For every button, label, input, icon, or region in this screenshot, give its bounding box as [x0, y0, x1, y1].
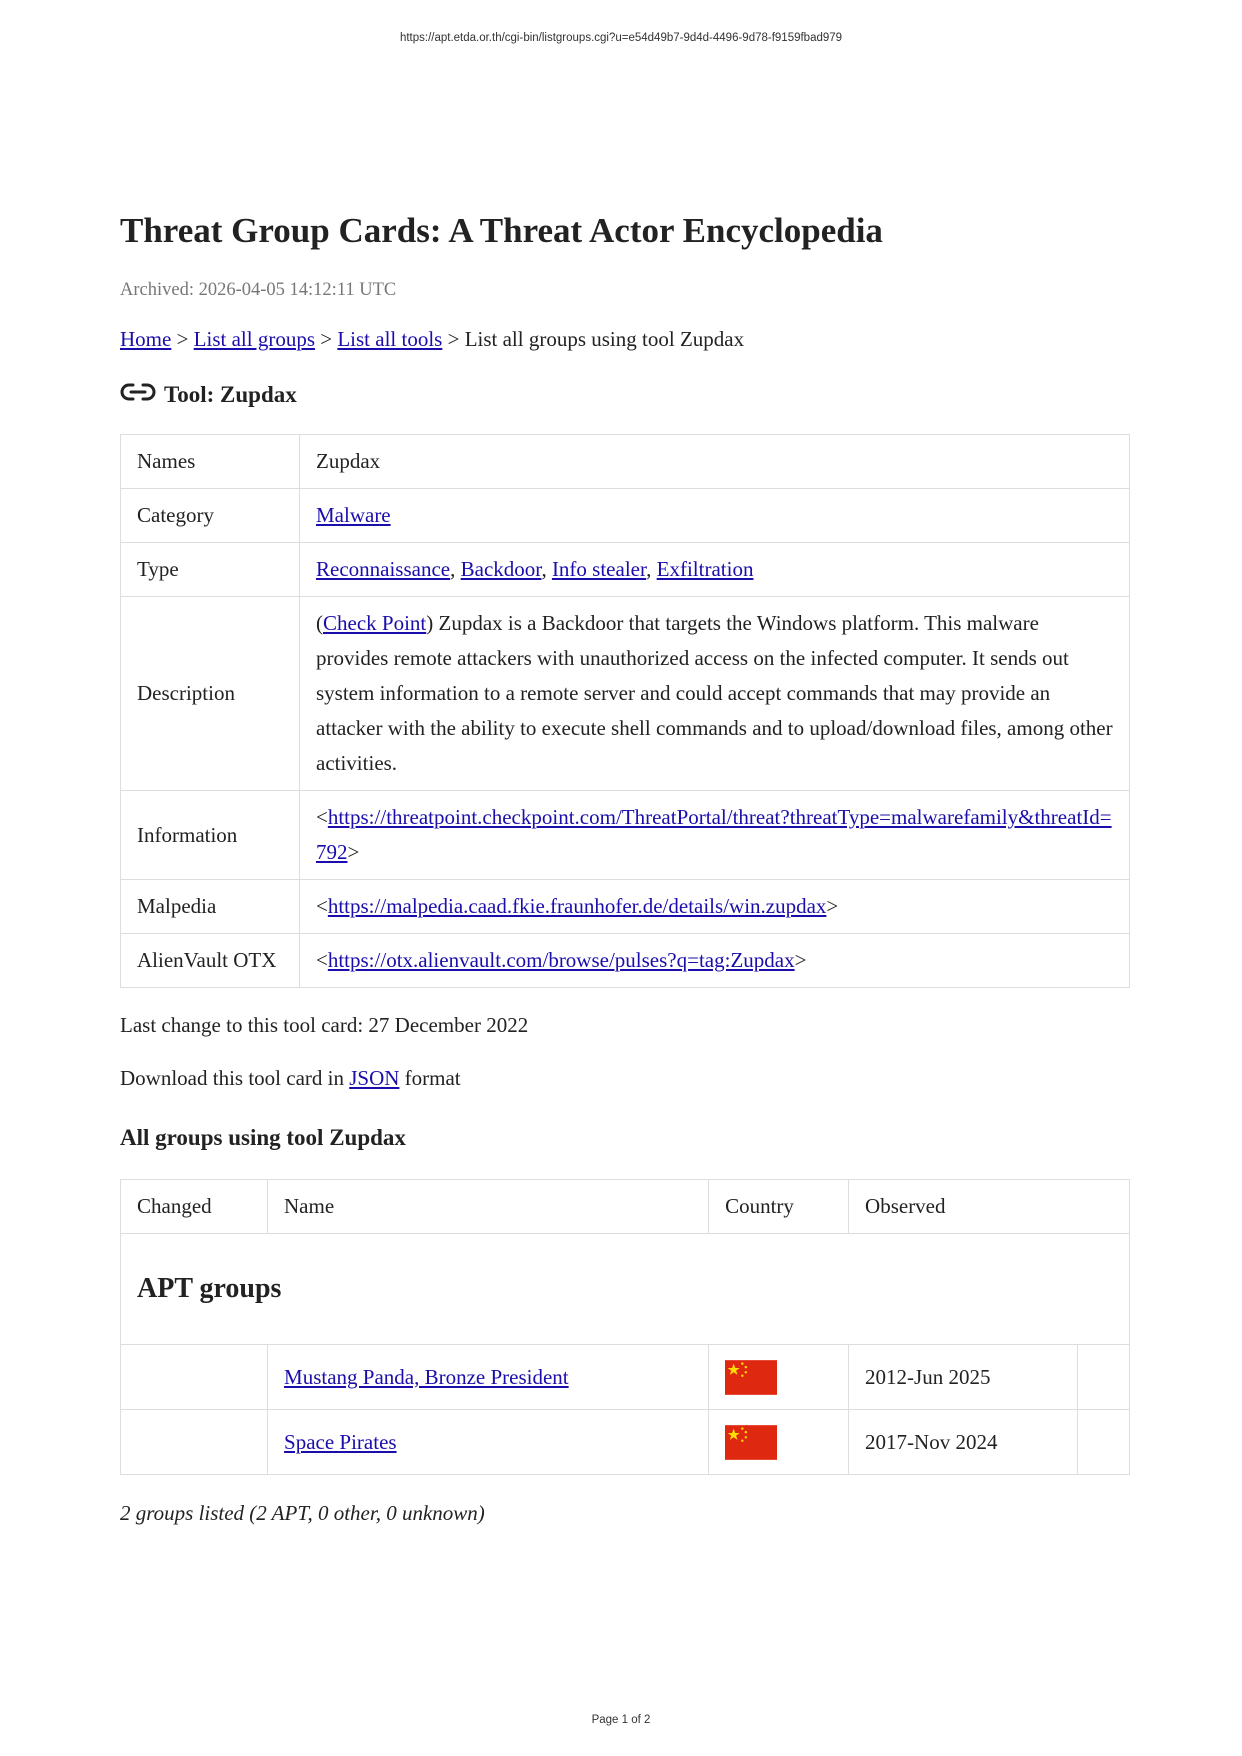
groups-table — [120, 1179, 1130, 1475]
type-separator: , — [450, 557, 461, 581]
angle-open: < — [316, 894, 328, 918]
country-cell — [709, 1410, 849, 1475]
last-change-text: Last change to this tool card: 27 December 2022 — [120, 1013, 529, 1037]
page-title: Threat Group Cards: A Threat Actor Encyclopedia — [120, 211, 883, 250]
description-label: Description — [121, 597, 300, 791]
table-row — [121, 597, 1130, 791]
print-url-header: https://apt.etda.or.th/cgi-bin/listgroups.cgi?u=e54d49b7-9d4d-4496-9d78-f9159fbad979 — [399, 32, 843, 44]
column-header-observed: Observed — [849, 1180, 1130, 1234]
table-row — [121, 1410, 1130, 1475]
paren-close: ) — [426, 611, 434, 635]
table-row — [121, 791, 1130, 880]
malpedia-value — [300, 880, 1130, 934]
archived-timestamp: Archived: 2026-04-05 14:12:11 UTC — [120, 280, 397, 300]
angle-close: > — [826, 894, 839, 918]
group-link-space-pirates[interactable]: Space Pirates — [284, 1429, 397, 1454]
type-link-info-stealer[interactable]: Info stealer — [551, 557, 647, 581]
malpedia-link[interactable]: https://malpedia.caad.fkie.fraunhofer.de/details/win.zupdax — [327, 894, 827, 918]
breadcrumb-current: List all groups using tool Zupdax — [464, 327, 745, 351]
country-cell — [709, 1345, 849, 1410]
angle-open: < — [316, 948, 328, 972]
type-value — [300, 543, 1130, 597]
breadcrumb-tools-link[interactable]: List all tools — [337, 327, 443, 351]
table-row — [121, 435, 1130, 489]
otx-value — [300, 934, 1130, 988]
description-source-link[interactable]: Check Point — [323, 611, 427, 635]
type-link-reconnaissance[interactable]: Reconnaissance — [316, 557, 451, 581]
link-icon — [120, 382, 156, 402]
information-link[interactable]: https://threatpoint.checkpoint.com/ThreatPortal/threat?threatType=malwarefamily&threatId=792 — [316, 805, 1112, 864]
json-download-link[interactable]: JSON — [349, 1066, 400, 1090]
tool-info-table — [120, 434, 1130, 988]
angle-open: < — [316, 805, 328, 829]
breadcrumb-separator: > — [447, 327, 460, 351]
main-content — [120, 210, 1130, 1526]
section-row — [121, 1234, 1130, 1345]
breadcrumb — [120, 327, 1130, 352]
column-header-changed: Changed — [121, 1180, 268, 1234]
description-value — [300, 597, 1130, 791]
breadcrumb-separator: > — [176, 327, 189, 351]
otx-label: AlienVault OTX — [121, 934, 300, 988]
name-cell — [268, 1410, 709, 1475]
groups-summary: 2 groups listed (2 APT, 0 other, 0 unknown) — [120, 1501, 485, 1525]
empty-cell — [1077, 1345, 1129, 1410]
observed-cell: 2012-Jun 2025 — [849, 1345, 1078, 1410]
column-header-country: Country — [709, 1180, 849, 1234]
download-text — [120, 1066, 1130, 1091]
category-value — [300, 489, 1130, 543]
empty-cell — [1077, 1410, 1129, 1475]
names-value: Zupdax — [300, 435, 1130, 489]
tool-heading — [120, 382, 1130, 408]
type-separator: , — [541, 557, 552, 581]
breadcrumb-home-link[interactable]: Home — [120, 327, 172, 351]
breadcrumb-groups-link[interactable]: List all groups — [193, 327, 315, 351]
section-title: APT groups — [137, 1273, 282, 1304]
tool-heading-text: Tool: Zupdax — [164, 382, 297, 407]
changed-cell — [121, 1410, 268, 1475]
download-suffix: format — [399, 1066, 461, 1090]
table-row — [121, 543, 1130, 597]
table-header-row — [121, 1180, 1130, 1234]
type-link-backdoor[interactable]: Backdoor — [460, 557, 542, 581]
page-number-footer: Page 1 of 2 — [591, 1714, 651, 1726]
china-flag-icon — [725, 1425, 777, 1460]
category-link[interactable]: Malware — [316, 503, 391, 527]
type-label: Type — [121, 543, 300, 597]
type-separator: , — [646, 557, 657, 581]
observed-cell: 2017-Nov 2024 — [849, 1410, 1078, 1475]
table-row — [121, 1345, 1130, 1410]
group-link-mustang-panda[interactable]: Mustang Panda, Bronze President — [284, 1364, 569, 1389]
breadcrumb-separator: > — [320, 327, 333, 351]
paren-open: ( — [316, 611, 323, 635]
table-row — [121, 934, 1130, 988]
information-value — [300, 791, 1130, 880]
angle-close: > — [347, 840, 360, 864]
angle-close: > — [794, 948, 807, 972]
malpedia-label: Malpedia — [121, 880, 300, 934]
description-text: Zupdax is a Backdoor that targets the Windows platform. This malware provides remote attackers with unauthorized access on the infected computer. It sends out system information to a remote server and could accept commands that may provide an attacker with the ability to execute shell commands and to upload/download files, among other activities. — [316, 611, 1113, 775]
names-label: Names — [121, 435, 300, 489]
changed-cell — [121, 1345, 268, 1410]
china-flag-icon — [725, 1360, 777, 1395]
table-row — [121, 489, 1130, 543]
name-cell — [268, 1345, 709, 1410]
section-cell — [121, 1234, 1130, 1345]
information-label: Information — [121, 791, 300, 880]
table-row — [121, 880, 1130, 934]
type-link-exfiltration[interactable]: Exfiltration — [656, 557, 754, 581]
groups-heading: All groups using tool Zupdax — [120, 1125, 406, 1150]
column-header-name: Name — [268, 1180, 709, 1234]
download-prefix: Download this tool card in — [120, 1066, 350, 1090]
otx-link[interactable]: https://otx.alienvault.com/browse/pulses?q=tag:Zupdax — [327, 948, 795, 972]
category-label: Category — [121, 489, 300, 543]
